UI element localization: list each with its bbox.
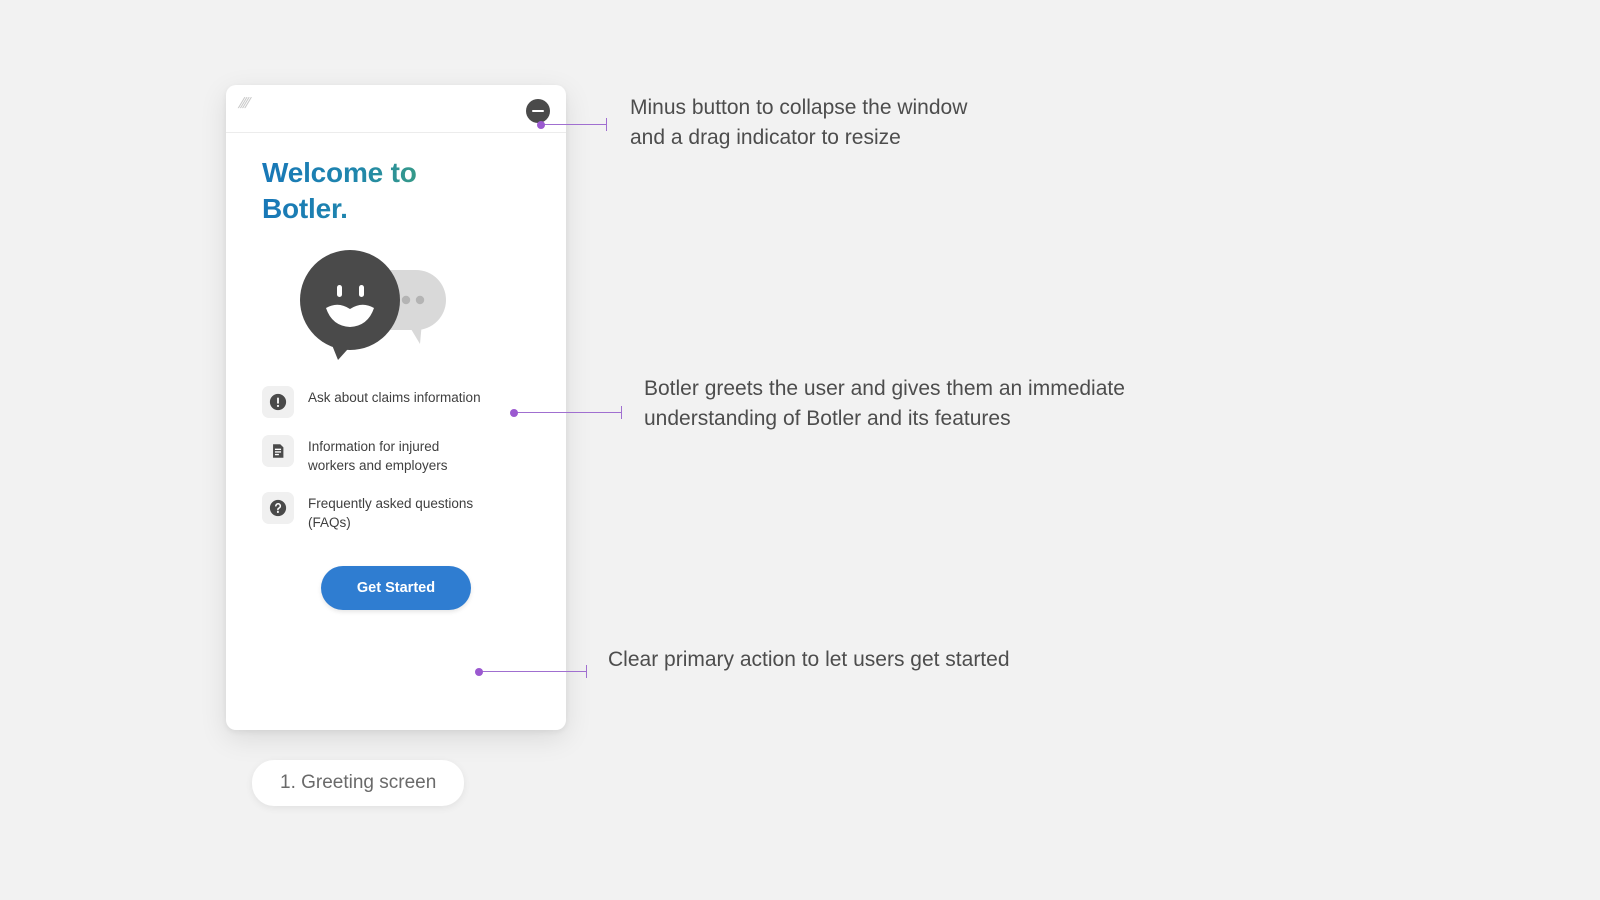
exclamation-circle-icon xyxy=(262,386,294,418)
annotation-leader-line xyxy=(514,412,622,413)
widget-body xyxy=(226,133,566,730)
annotation-cta xyxy=(608,645,1248,675)
list-item-label: Frequently asked questions (FAQs) xyxy=(308,496,474,531)
annotation-dot xyxy=(475,668,483,676)
annotation-leader-line xyxy=(541,124,607,125)
drag-resize-icon[interactable]: //// xyxy=(236,95,251,112)
get-started-button[interactable]: Get Started xyxy=(321,566,471,610)
list-item xyxy=(262,386,530,418)
chat-widget-window xyxy=(226,85,566,730)
list-item xyxy=(262,435,530,475)
list-item-label: Information for injured workers and employers xyxy=(308,438,448,473)
annotation-dot xyxy=(537,121,545,129)
list-item-label: Ask about claims information xyxy=(308,389,481,405)
annotation-line-1: Clear primary action to let users get started xyxy=(608,648,1010,671)
cta-container xyxy=(262,566,530,610)
annotation-cap xyxy=(586,665,587,678)
annotation-line-1: Botler greets the user and gives them an immediate xyxy=(644,377,1125,400)
caption-pill: 1. Greeting screen xyxy=(252,760,464,806)
annotation-minimize xyxy=(630,93,1190,154)
question-mark-circle-icon xyxy=(262,492,294,524)
page-title-line-1: Welcome to xyxy=(262,155,530,191)
annotation-cap xyxy=(606,118,607,131)
annotation-line-1: Minus button to collapse the window xyxy=(630,96,968,119)
annotation-line-2: understanding of Botler and its features xyxy=(644,407,1011,431)
botler-mascot-icon xyxy=(298,250,478,360)
annotation-leader-line xyxy=(479,671,587,672)
list-item xyxy=(262,492,530,532)
document-icon xyxy=(262,435,294,467)
widget-header xyxy=(226,85,566,133)
feature-list xyxy=(262,386,530,533)
annotation-greeting xyxy=(644,374,1384,435)
annotation-line-2: and a drag indicator to resize xyxy=(630,126,901,150)
page-title xyxy=(262,155,530,228)
annotation-cap xyxy=(621,406,622,419)
annotation-dot xyxy=(510,409,518,417)
page-title-line-2: Botler. xyxy=(262,191,530,227)
minimize-button[interactable] xyxy=(526,99,550,123)
minus-icon xyxy=(532,110,544,112)
